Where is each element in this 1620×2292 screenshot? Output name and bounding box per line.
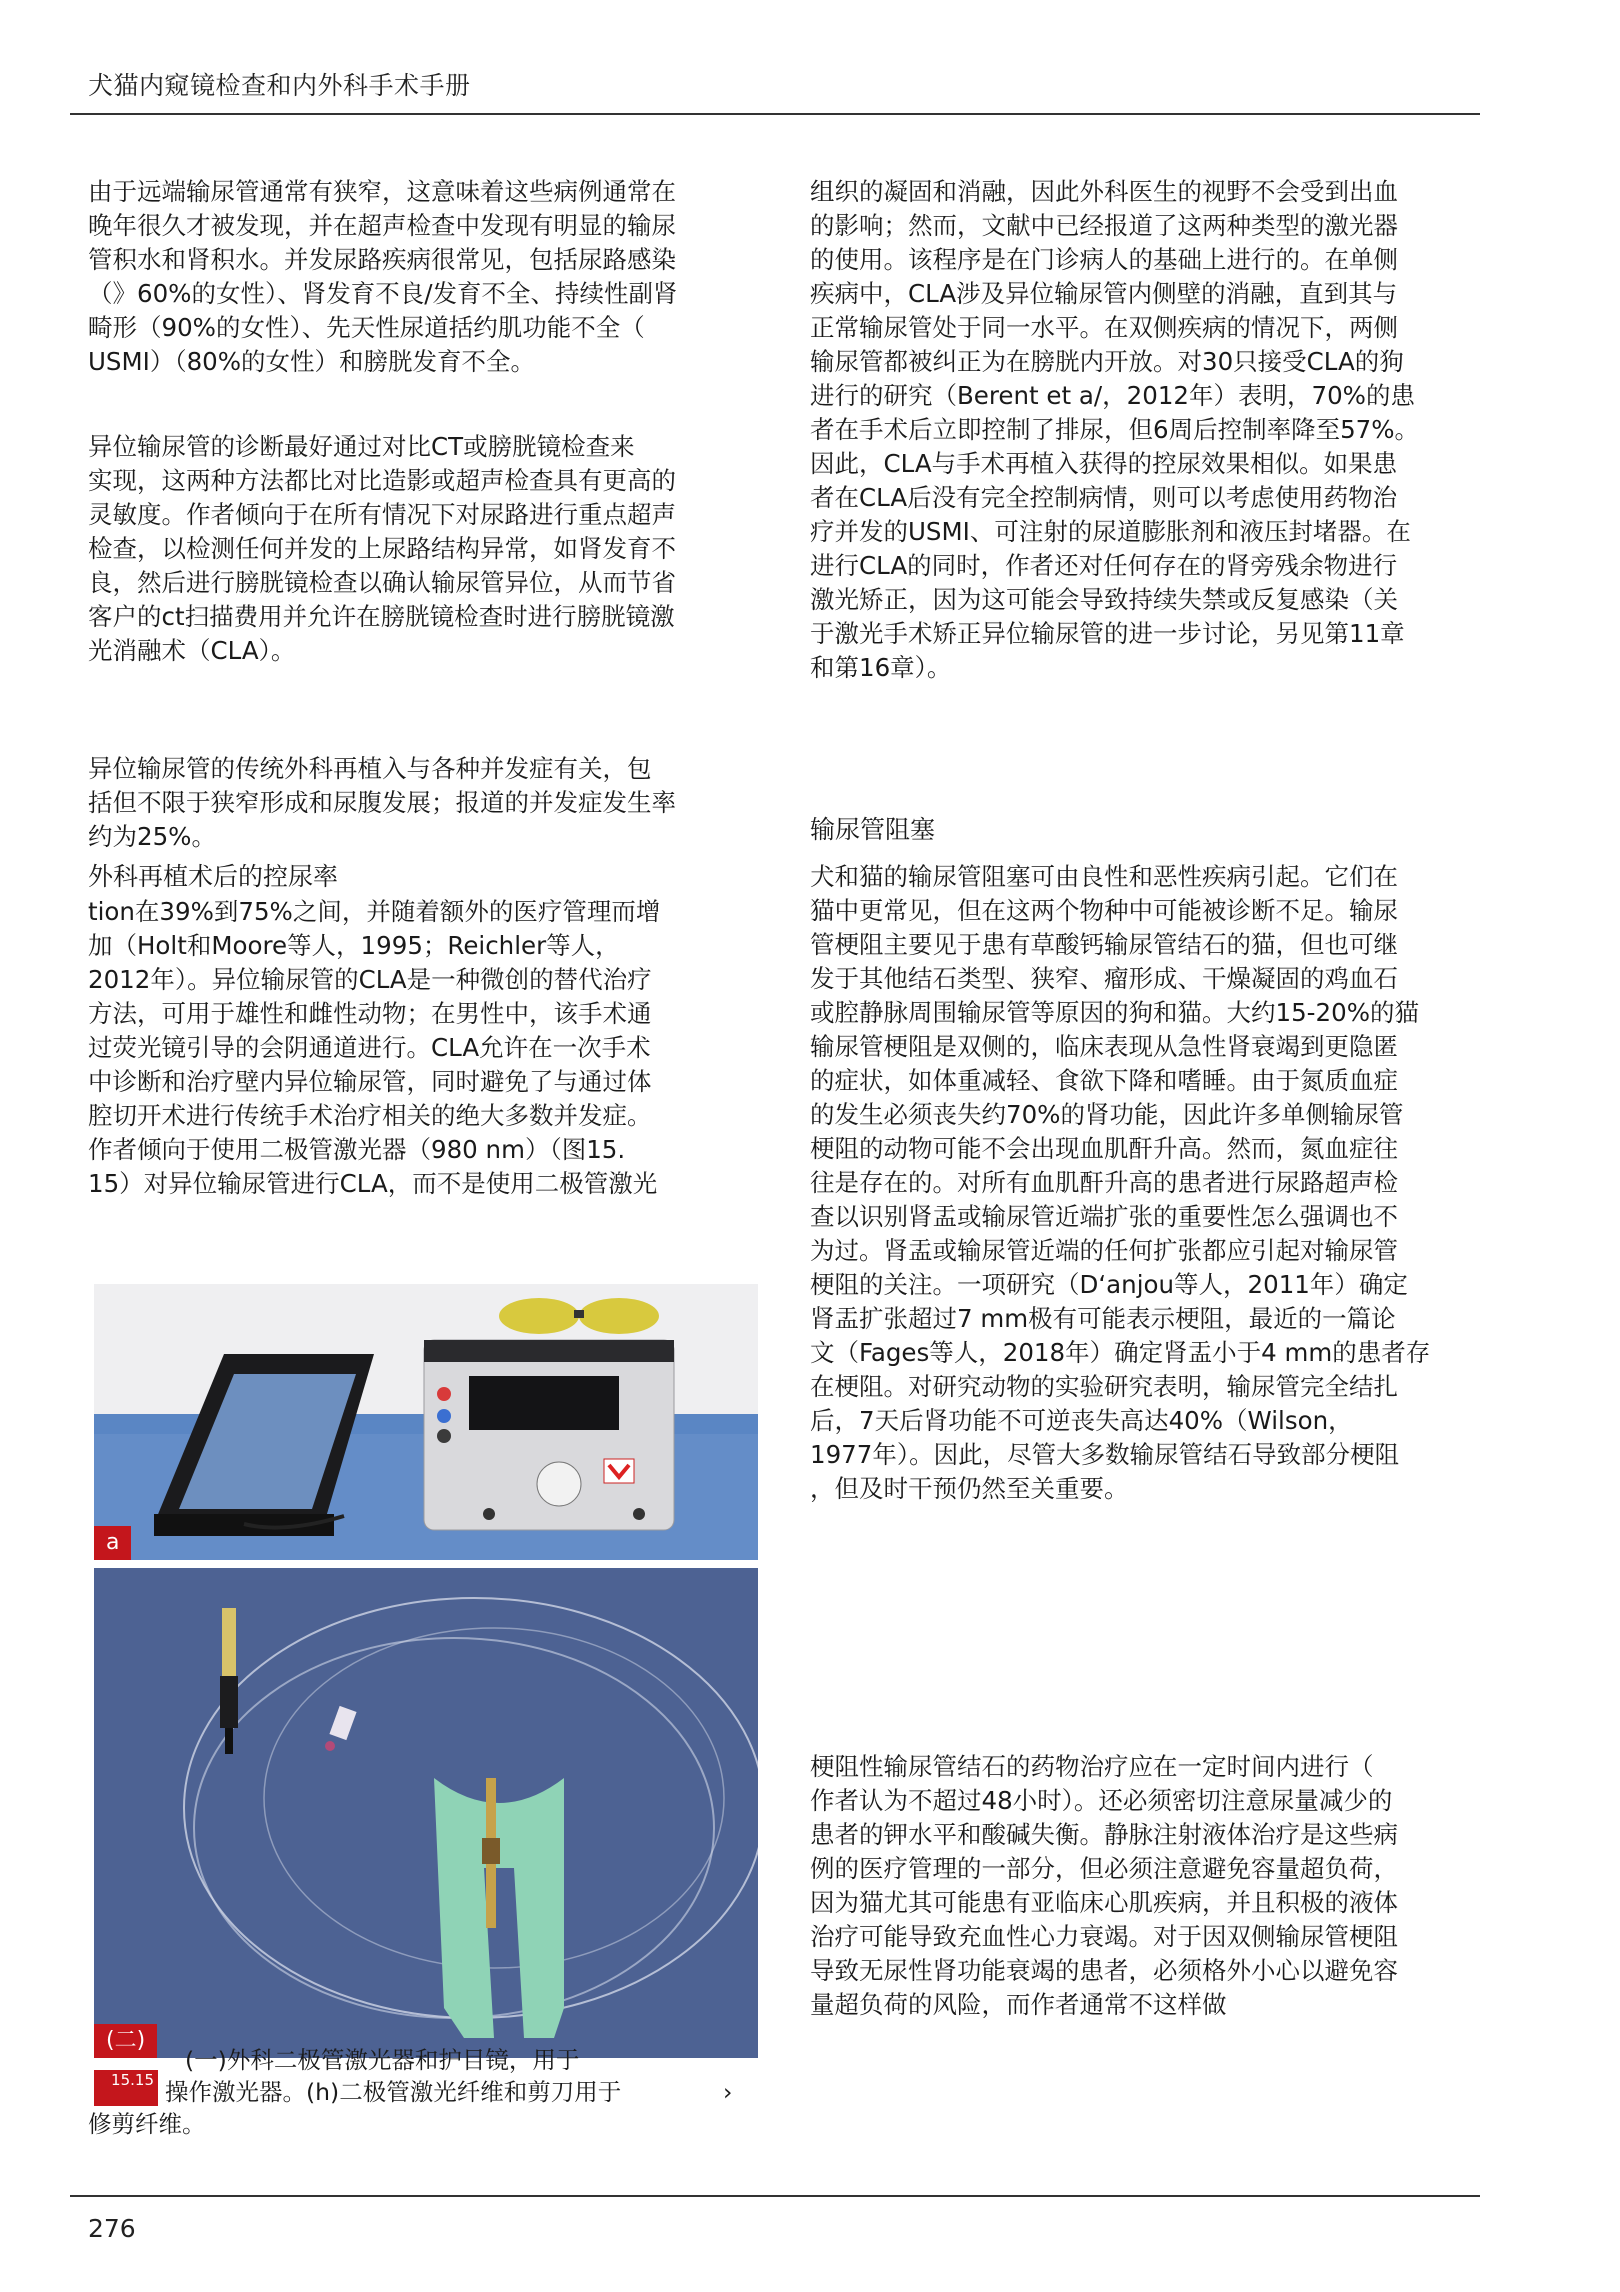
page-header-title: 犬猫内窥镜检查和内外科手术手册 bbox=[88, 71, 471, 100]
left-section-heading: 外科再植术后的控尿率 bbox=[88, 862, 339, 891]
page-number: 276 bbox=[88, 2214, 136, 2243]
figure-photo-b bbox=[94, 1568, 758, 2058]
left-paragraph-2: 异位输尿管的诊断最好通过对比CT或膀胱镜检查来 实现，这两种方法都比对比造影或超声检查具有更高的 灵敏度。作者倾向于在所有情况下对尿路进行重点超声 检查，以检测任何并发的上尿路结构异常，如肾发育不 良，然后进行膀胱镜检查以确认输尿管异位，从而节省 客户的ct扫描费用并允许在膀胱镜检查时进行膀胱镜激 光消融术（CLA）。 bbox=[88, 432, 676, 665]
right-section-heading: 输尿管阻塞 bbox=[810, 815, 936, 844]
laser-device-illustration bbox=[94, 1284, 758, 1560]
figure-photo-a bbox=[94, 1284, 758, 1560]
laser-fiber-illustration bbox=[94, 1568, 758, 2058]
left-paragraph-3: 异位输尿管的传统外科再植入与各种并发症有关，包 括但不限于狭窄形成和尿腹发展；报道的并发症发生率 约为25%。 bbox=[88, 754, 676, 851]
figure-number-tag: 15.15 bbox=[94, 2070, 158, 2106]
right-paragraph-3: 梗阻性输尿管结石的药物治疗应在一定时间内进行（ 作者认为不超过48小时）。还必须密切注意尿量减少的 患者的钾水平和酸碱失衡。静脉注射液体治疗是这些病 例的医疗管理的一部分，但必须注意避免容量超负荷， 因为猫尤其可能患有亚临床心肌疾病，并且积极的液体 治疗可能导致充血性心力衰竭。对于因双侧输尿管梗阻 导致无尿性肾功能衰竭的患者，必须格外小心以避免容 量超负荷的风险，而作者通常不这样做 bbox=[810, 1752, 1398, 2019]
panel-b-label: (二) bbox=[94, 2024, 157, 2058]
right-paragraph-2: 犬和猫的输尿管阻塞可由良性和恶性疾病引起。它们在 猫中更常见，但在这两个物种中可能被诊断不足。输尿 管梗阻主要见于患有草酸钙输尿管结石的猫，但也可继 发于其他结石类型、狭窄、瘤形成、干燥凝固的鸡血石 或腔静脉周围输尿管等原因的狗和猫。大约15-20%的猫 输尿管梗阻是双侧的，临床表现从急性肾衰竭到更隐匿 的症状，如体重减轻、食欲下降和嗜睡。由于氮质血症 的发生必须丧失约70%的肾功能，因此许多单侧输尿管 梗阻的动物可能不会出现血肌酐升高。然而，氮血症往 往是存在的。对所有血肌酐升高的患者进行尿路超声检 查以识别肾盂或输尿管近端扩张的重要性怎么强调也不 为过。肾盂或输尿管近端的任何扩张都应引起对输尿管 梗阻的关注。一项研究（D‘anjou等人，2011年）确定 肾盂扩张超过7 mm极有可能表示梗阻，最近的一篇论 文（Fages等人，2018年）确定肾盂小于4 mm的患者存 在梗阻。对研究动物的实验研究表明，输尿管完全结扎 后，7天后肾功能不可逆丧失高达40%（Wilson， 1977年）。因此，尽管大多数输尿管结石导致部分梗阻 ，但及时干预仍然至关重要。 bbox=[810, 862, 1431, 1503]
header-rule bbox=[70, 113, 1480, 115]
caption-line-2: 操作激光器。(h)二极管激光纤维和剪刀用于 bbox=[165, 2078, 622, 2106]
footer-rule bbox=[70, 2195, 1480, 2197]
caption-mark: › bbox=[723, 2078, 733, 2106]
left-paragraph-1: 由于远端输尿管通常有狭窄，这意味着这些病例通常在 晚年很久才被发现，并在超声检查中发现有明显的输尿 管积水和肾积水。并发尿路疾病很常见，包括尿路感染 （》60%的女性）、肾发育不良/发育不全、持续性副肾 畸形（90%的女性）、先天性尿道括约肌功能不全（ USMI）（80%的女性）和膀胱发育不全。 bbox=[88, 177, 678, 376]
panel-a-label: a bbox=[94, 1526, 131, 1560]
caption-line-1: (一)外科二极管激光器和护目镜，用于 bbox=[185, 2046, 580, 2074]
right-paragraph-1: 组织的凝固和消融，因此外科医生的视野不会受到出血 的影响；然而，文献中已经报道了这两种类型的激光器 的使用。该程序是在门诊病人的基础上进行的。在单侧 疾病中，CLA涉及异位输尿管内侧壁的消融，直到其与 正常输尿管处于同一水平。在双侧疾病的情况下，两侧 输尿管都被纠正为在膀胱内开放。对30只接受CLA的狗 进行的研究（Berent et a/，2012年）表明，70%的患 者在手术后立即控制了排尿，但6周后控制率降至57%。 因此，CLA与手术再植入获得的控尿效果相似。如果患 者在CLA后没有完全控制病情，则可以考虑使用药物治 疗并发的USMI、可注射的尿道膨胀剂和液压封堵器。在 进行CLA的同时，作者还对任何存在的肾旁残余物进行 激光矫正，因为这可能会导致持续失禁或反复感染（关 于激光手术矫正异位输尿管的进一步讨论，另见第11章 和第16章）。 bbox=[810, 177, 1420, 682]
caption-line-3: 修剪纤维。 bbox=[88, 2110, 206, 2138]
left-paragraph-4: tion在39%到75%之间，并随着额外的医疗管理而增 加（Holt和Moore等人，1995；Reichler等人， 2012年）。异位输尿管的CLA是一种微创的替代治疗 方法，可用于雄性和雌性动物；在男性中，该手术通 过荧光镜引导的会阴通道进行。CLA允许在一次手术 中诊断和治疗壁内异位输尿管，同时避免了与通过体 腔切开术进行传统手术治疗相关的绝大多数并发症。 作者倾向于使用二极管激光器（980 nm）（图15. 15）对异位输尿管进行CLA，而不是使用二极管激光 bbox=[88, 897, 661, 1198]
